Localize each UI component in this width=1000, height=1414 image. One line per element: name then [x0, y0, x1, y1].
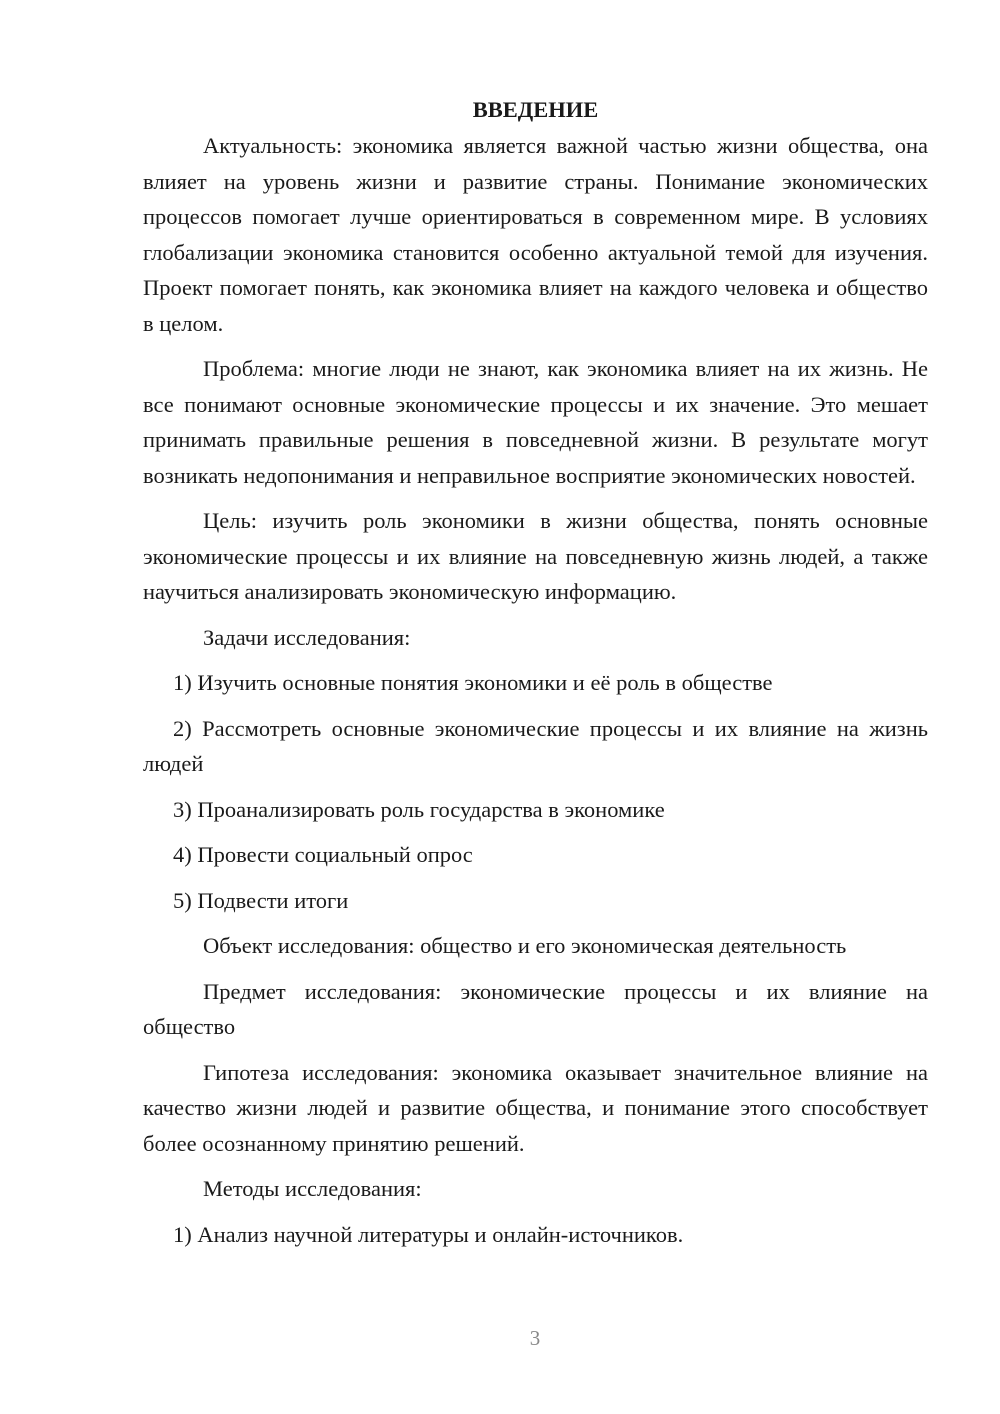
- hypothesis-paragraph: Гипотеза исследования: экономика оказывает значительное влияние на качество жизни людей и развитие общества, и понимание этого способствует более осознанному принятию решений.: [143, 1059, 928, 1156]
- methods-heading: Методы исследования:: [203, 1176, 422, 1201]
- task-item-2: 2) Рассмотреть основные экономические процессы и их влияние на жизнь людей: [143, 715, 928, 776]
- page-number: 3: [529, 1326, 541, 1350]
- task-item-4: 4) Провести социальный опрос: [173, 842, 473, 867]
- tasks-heading: Задачи исследования:: [203, 624, 411, 650]
- task-item-5: 5) Подвести итоги: [173, 887, 349, 913]
- goal-paragraph: Цель: изучить роль экономики в жизни общества, понять основные экономические процессы и их влияние на повседневную жизнь людей, а также научиться анализировать экономическую информацию.: [143, 508, 928, 604]
- relevance-paragraph: Актуальность: экономика является важной частью жизни общества, она влияет на уровень жизни и развитие страны. Понимание экономических процессов помогает лучше ориентироваться в современном мире. В условиях глобализации экономика становится особенно актуальной темой для изучения. Проект помогает понять, как экономика влияет на каждого человека и общество в целом.: [143, 133, 928, 336]
- page-title: ВВЕДЕНИЕ: [472, 97, 599, 122]
- subject-paragraph: Предмет исследования: экономические процессы и их влияние на общество: [143, 978, 928, 1039]
- task-item-3: 3) Проанализировать роль государства в экономике: [173, 796, 665, 822]
- task-item-1: 1) Изучить основные понятия экономики и её роль в обществе: [173, 670, 773, 695]
- problem-paragraph: Проблема: многие люди не знают, как экономика влияет на их жизнь. Не все понимают основные экономические процессы и их значение. Это мешает принимать правильные решения в повседневной жизни. В результате могут возникать недопонимания и неправильное восприятие экономических новостей.: [143, 356, 928, 488]
- object-paragraph: Объект исследования: общество и его экономическая деятельность: [203, 933, 847, 958]
- method-item-1: 1) Анализ научной литературы и онлайн-источников.: [173, 1221, 684, 1247]
- document-page: [143, 92, 928, 1262]
